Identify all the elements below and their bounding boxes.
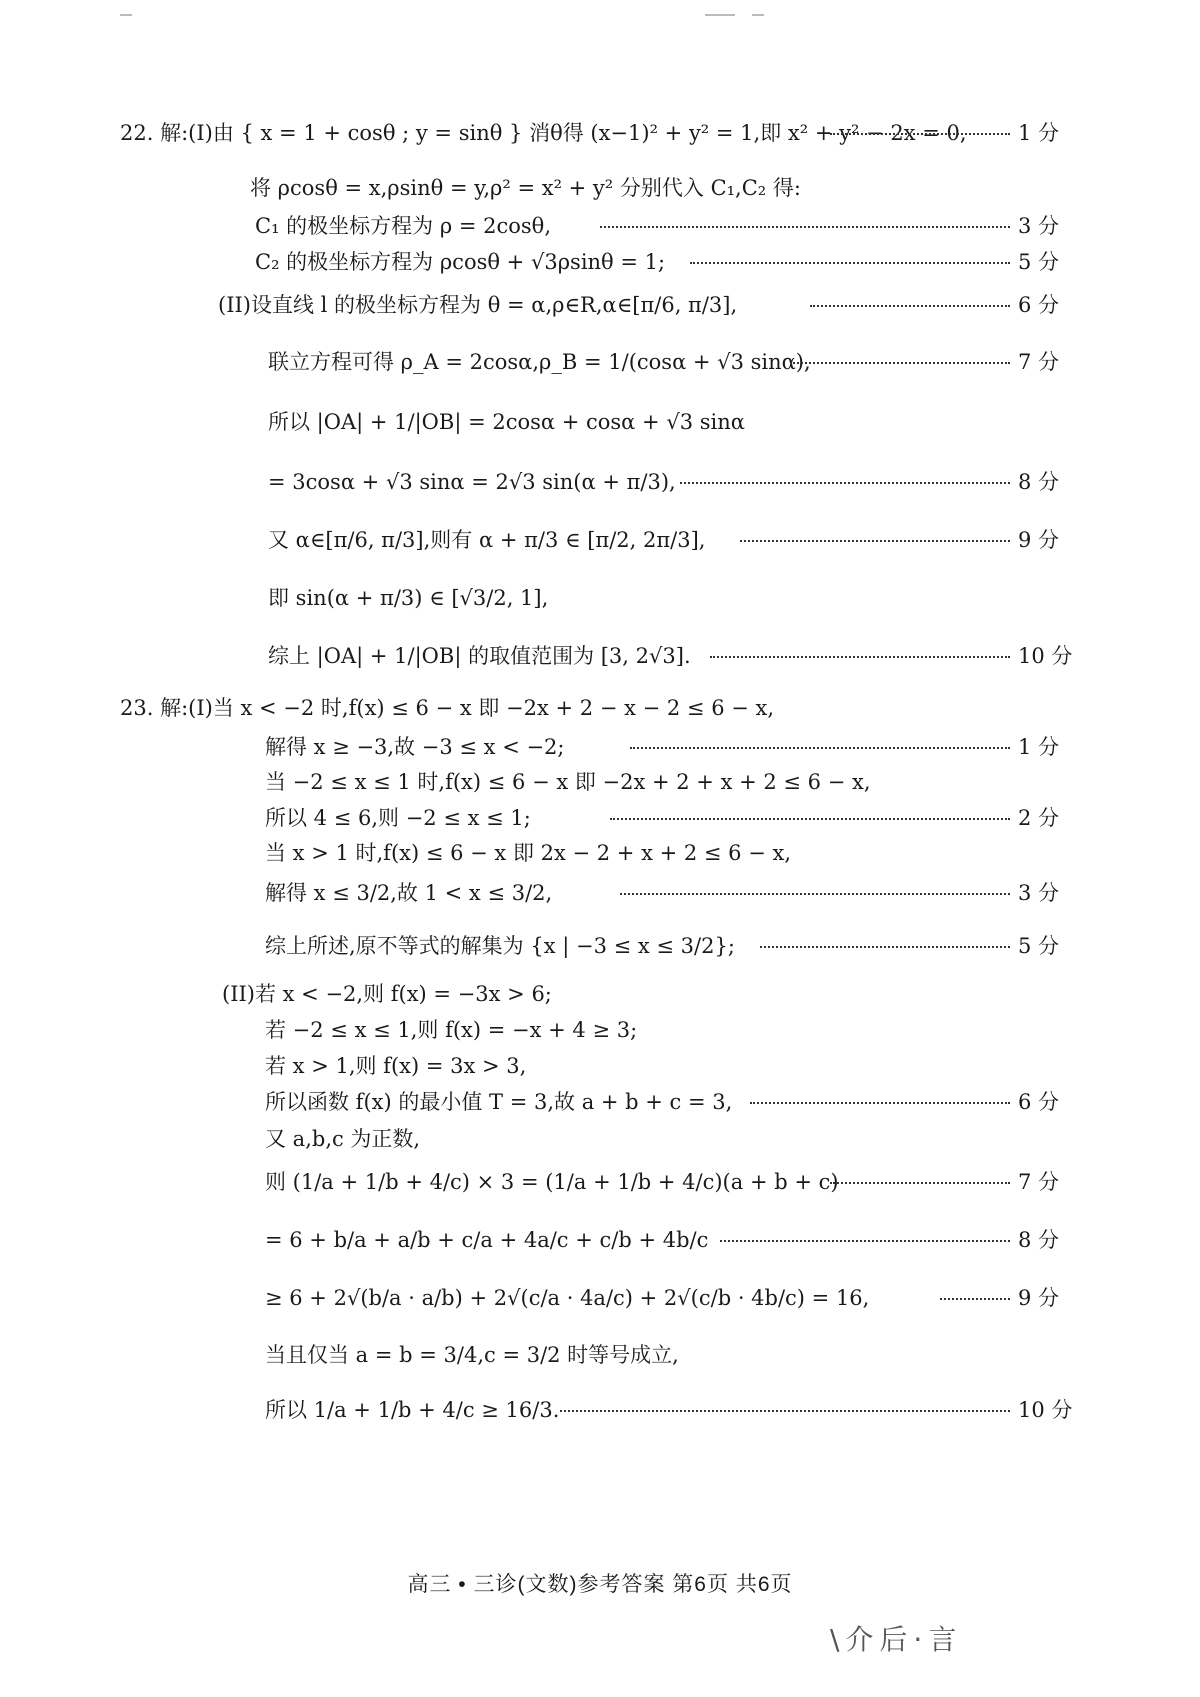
answer-line [0,168,1200,208]
score-label: 10 分 [1018,644,1073,668]
answer-line [0,873,1200,913]
leader-dots [630,747,1010,749]
page-footer: 高三 • 三诊(文数)参考答案 第6页 共6页 [407,1573,793,1596]
score-label: 8 分 [1018,470,1060,494]
score-label: 5 分 [1018,250,1060,274]
answer-line [0,520,1200,560]
leader-dots [620,893,1010,895]
score-label: 5 分 [1018,934,1060,958]
answer-line [0,1046,1200,1086]
line-text: ≥ 6 + 2√(b/a · a/b) + 2√(c/a · 4a/c) + 2√(c/b · 4b/c) = 16, [265,1286,870,1310]
leader-dots [750,1102,1010,1104]
answer-line [0,242,1200,282]
leader-dots [710,656,1010,658]
line-text: 即 sin(α + π/3) ∈ [√3/2, 1], [268,586,549,610]
score-label: 1 分 [1018,735,1060,759]
score-label: 9 分 [1018,528,1060,552]
line-text: 当 −2 ≤ x ≤ 1 时,f(x) ≤ 6 − x 即 −2x + 2 + x + 2 ≤ 6 − x, [265,770,871,794]
answer-line [0,206,1200,246]
leader-dots [810,305,1010,307]
line-text: 若 x > 1,则 f(x) = 3x > 3, [265,1054,527,1078]
answer-line [0,1220,1200,1260]
line-text: 综上 |OA| + 1/|OB| 的取值范围为 [3, 2√3]. [268,644,691,668]
line-text: 当且仅当 a = b = 3/4,c = 3/2 时等号成立, [265,1343,679,1367]
leader-dots [760,946,1010,948]
score-label: 1 分 [1018,121,1060,145]
score-label: 8 分 [1018,1228,1060,1252]
answer-line [0,727,1200,767]
answer-line [0,1082,1200,1122]
leader-dots [790,362,1010,364]
answer-line [0,285,1200,325]
line-text: 综上所述,原不等式的解集为 {x | −3 ≤ x ≤ 3/2}; [265,934,735,958]
line-text: C₁ 的极坐标方程为 ρ = 2cosθ, [255,214,551,238]
line-text: 所以函数 f(x) 的最小值 T = 3,故 a + b + c = 3, [265,1090,733,1114]
line-text: 所以 |OA| + 1/|OB| = 2cosα + cosα + √3 sinα [268,410,745,434]
leader-dots [740,540,1010,542]
answer-line [0,1335,1200,1375]
answer-line [0,402,1200,442]
answer-line [0,926,1200,966]
leader-dots [610,818,1010,820]
scan-speck [752,14,764,16]
answer-line [0,1010,1200,1050]
line-text: 则 (1/a + 1/b + 4/c) × 3 = (1/a + 1/b + 4/c)(a + b + c) [265,1170,839,1194]
line-text: 将 ρcosθ = x,ρsinθ = y,ρ² = x² + y² 分别代入 C₁,C₂ 得: [250,176,801,200]
line-text: (II)设直线 l 的极坐标方程为 θ = α,ρ∈R,α∈[π/6, π/3], [218,293,738,317]
answer-line [0,462,1200,502]
answer-line [0,342,1200,382]
answer-line-23-1 [0,688,1200,728]
line-text: 解得 x ≤ 3/2,故 1 < x ≤ 3/2, [265,881,553,905]
leader-dots [720,1240,1010,1242]
scan-speck [705,14,735,16]
score-label: 7 分 [1018,350,1060,374]
scan-speck [120,14,132,16]
score-label: 3 分 [1018,881,1060,905]
line-text: 23. 解:(I)当 x < −2 时,f(x) ≤ 6 − x 即 −2x + 2 − x − 2 ≤ 6 − x, [120,696,775,720]
line-text: 所以 4 ≤ 6,则 −2 ≤ x ≤ 1; [265,806,531,830]
line-text: 22. 解:(I)由 { x = 1 + cosθ ; y = sinθ } 消θ得 (x−1)² + y² = 1,即 x² + y² − 2x = 0, [120,121,967,145]
score-label: 7 分 [1018,1170,1060,1194]
line-text: (II)若 x < −2,则 f(x) = −3x > 6; [222,982,552,1006]
answer-line [0,833,1200,873]
line-text: 所以 1/a + 1/b + 4/c ≥ 16/3. [265,1398,560,1422]
leader-dots [940,1298,1010,1300]
answer-line [0,578,1200,618]
answer-line [0,762,1200,802]
answer-line [0,798,1200,838]
score-label: 9 分 [1018,1286,1060,1310]
line-text: 若 −2 ≤ x ≤ 1,则 f(x) = −x + 4 ≥ 3; [265,1018,638,1042]
leader-dots [600,226,1010,228]
line-text: 又 α∈[π/6, π/3],则有 α + π/3 ∈ [π/2, 2π/3], [268,528,706,552]
line-text: C₂ 的极坐标方程为 ρcosθ + √3ρsinθ = 1; [255,250,666,274]
leader-dots [680,482,1010,484]
line-text: 联立方程可得 ρ_A = 2cosα,ρ_B = 1/(cosα + √3 sinα), [268,350,811,374]
score-label: 6 分 [1018,293,1060,317]
leader-dots [690,262,1010,264]
line-text: 又 a,b,c 为正数, [265,1127,421,1151]
leader-dots [560,1410,1010,1412]
line-text: 当 x > 1 时,f(x) ≤ 6 − x 即 2x − 2 + x + 2 ≤ 6 − x, [265,841,792,865]
corner-stamp: \介后·言 [830,1623,963,1656]
leader-dots [830,1182,1010,1184]
score-label: 10 分 [1018,1398,1073,1422]
score-label: 3 分 [1018,214,1060,238]
answer-line [0,1278,1200,1318]
answer-line [0,974,1200,1014]
line-text: 解得 x ≥ −3,故 −3 ≤ x < −2; [265,735,565,759]
score-label: 2 分 [1018,806,1060,830]
answer-line [0,1390,1200,1430]
score-label: 6 分 [1018,1090,1060,1114]
leader-dots [830,133,1010,135]
answer-line [0,1162,1200,1202]
line-text: = 6 + b/a + a/b + c/a + 4a/c + c/b + 4b/c [265,1228,709,1252]
line-text: = 3cosα + √3 sinα = 2√3 sin(α + π/3), [268,470,676,494]
answer-line-22-1 [0,113,1200,153]
answer-line [0,1119,1200,1159]
answer-line [0,636,1200,676]
